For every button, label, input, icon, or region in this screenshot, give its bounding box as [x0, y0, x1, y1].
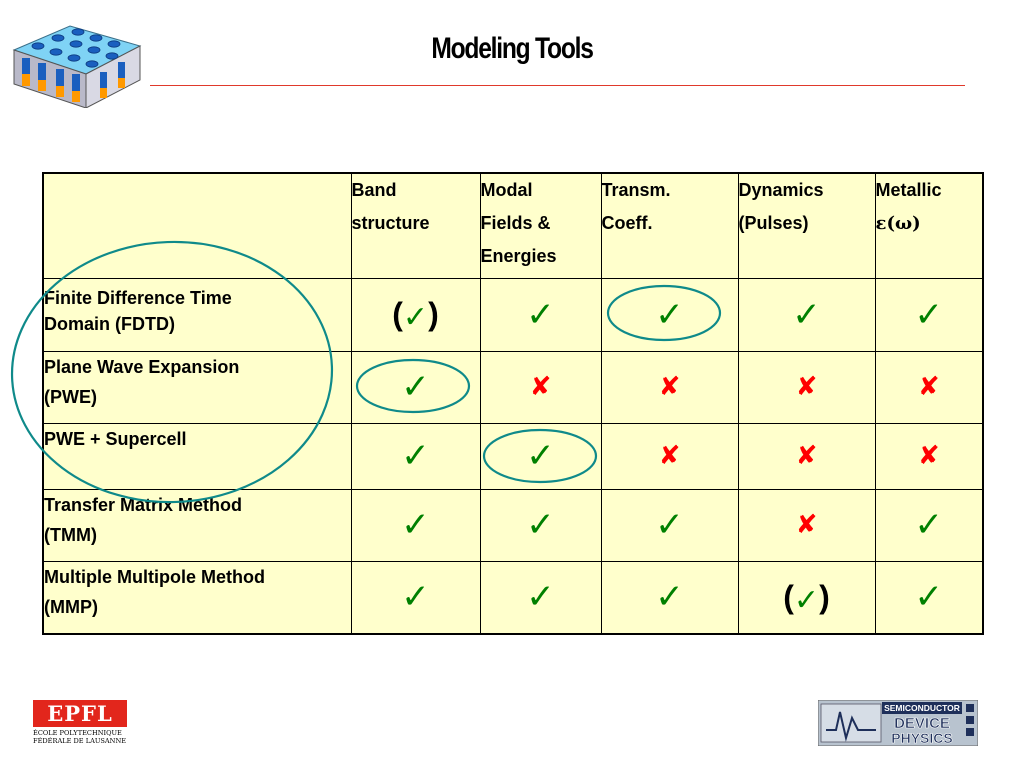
cell-metallic: [875, 489, 983, 561]
cell-modal-fields: [480, 423, 601, 489]
cross-icon: ✘: [917, 441, 940, 471]
checkmark-icon: ✓: [401, 577, 430, 618]
cell-transmission: [601, 489, 738, 561]
checkmark-icon: ✓: [526, 294, 555, 335]
checkmark-icon: ✓: [655, 294, 684, 335]
checkmark-icon: ✓: [526, 577, 555, 618]
col-header-transmission: Transm. Coeff.: [601, 173, 738, 278]
epfl-logo: [33, 700, 129, 746]
checkmark-icon: ✓: [526, 505, 555, 545]
cell-metallic: [875, 561, 983, 634]
table-row: [43, 351, 983, 423]
close-paren: ): [428, 296, 439, 332]
cell-metallic: [875, 351, 983, 423]
table-row: [43, 489, 983, 561]
checkmark-icon: ✓: [401, 436, 430, 476]
cell-dynamics: [738, 489, 875, 561]
col-header-band-structure: Band structure: [351, 173, 480, 278]
col-header-dynamics: Dynamics (Pulses): [738, 173, 875, 278]
checkmark-icon: ✓: [401, 505, 430, 545]
close-paren: ): [819, 578, 830, 615]
cell-band-structure: [351, 489, 480, 561]
cell-dynamics: [738, 278, 875, 351]
cell-dynamics: [738, 351, 875, 423]
checkmark-icon: ✓: [655, 505, 684, 545]
cell-modal-fields: [480, 489, 601, 561]
corner-cell: [43, 173, 351, 278]
checkmark-icon: ✓: [914, 505, 943, 545]
checkmark-icon: ✓: [655, 577, 684, 618]
cell-modal-fields: [480, 351, 601, 423]
epfl-mark: EPFL: [47, 701, 113, 726]
table-row: [43, 278, 983, 351]
col-header-metallic: Metallic ε(ω): [875, 173, 983, 278]
row-label: Transfer Matrix Method (TMM): [43, 489, 351, 561]
table-header-row: [43, 173, 983, 278]
table-row: [43, 561, 983, 634]
semiconductor-device-physics-logo: [818, 700, 978, 746]
cell-band-structure: [351, 278, 480, 351]
cell-dynamics: [738, 423, 875, 489]
open-paren: (: [783, 578, 794, 615]
sdp-line-1: SEMICONDUCTOR: [884, 703, 960, 713]
cross-icon: ✘: [795, 510, 818, 540]
table-row: [43, 423, 983, 489]
modeling-tools-table: [42, 172, 984, 635]
sdp-line-2: DEVICE: [894, 715, 950, 732]
photonic-crystal-logo: [8, 8, 148, 108]
open-paren: (: [392, 296, 403, 332]
cell-dynamics: [738, 561, 875, 634]
row-label: Finite Difference Time Domain (FDTD): [43, 278, 351, 351]
cross-icon: ✘: [795, 372, 818, 402]
checkmark-icon: ✓: [526, 436, 555, 476]
col-header-modal-fields: Modal Fields & Energies: [480, 173, 601, 278]
cell-band-structure: [351, 351, 480, 423]
checkmark-icon: ✓: [401, 367, 430, 407]
row-label: Multiple Multipole Method (MMP): [43, 561, 351, 634]
row-label: PWE + Supercell: [43, 423, 351, 489]
cell-metallic: [875, 423, 983, 489]
cross-icon: ✘: [658, 372, 681, 402]
cell-band-structure: [351, 423, 480, 489]
sdp-line-3: PHYSICS: [891, 730, 953, 746]
cell-modal-fields: [480, 278, 601, 351]
checkmark-icon: ✓: [914, 294, 943, 335]
cell-band-structure: [351, 561, 480, 634]
checkmark-icon: ✓: [792, 294, 821, 335]
cross-icon: ✘: [917, 372, 940, 402]
cross-icon: ✘: [795, 441, 818, 471]
cell-transmission: [601, 351, 738, 423]
checkmark-icon: ✓: [793, 582, 820, 618]
cross-icon: ✘: [529, 372, 552, 402]
cell-modal-fields: [480, 561, 601, 634]
cell-transmission: [601, 561, 738, 634]
cell-transmission: [601, 278, 738, 351]
slide-title: Modeling Tools: [431, 32, 593, 65]
epfl-line-2: FÉDÉRALE DE LAUSANNE: [33, 737, 127, 745]
title-divider: [150, 85, 965, 86]
row-label: Plane Wave Expansion (PWE): [43, 351, 351, 423]
cell-metallic: [875, 278, 983, 351]
epfl-line-1: ÉCOLE POLYTECHNIQUE: [33, 729, 122, 737]
cross-icon: ✘: [658, 441, 681, 471]
cell-transmission: [601, 423, 738, 489]
checkmark-icon: ✓: [402, 300, 429, 335]
checkmark-icon: ✓: [914, 577, 943, 618]
